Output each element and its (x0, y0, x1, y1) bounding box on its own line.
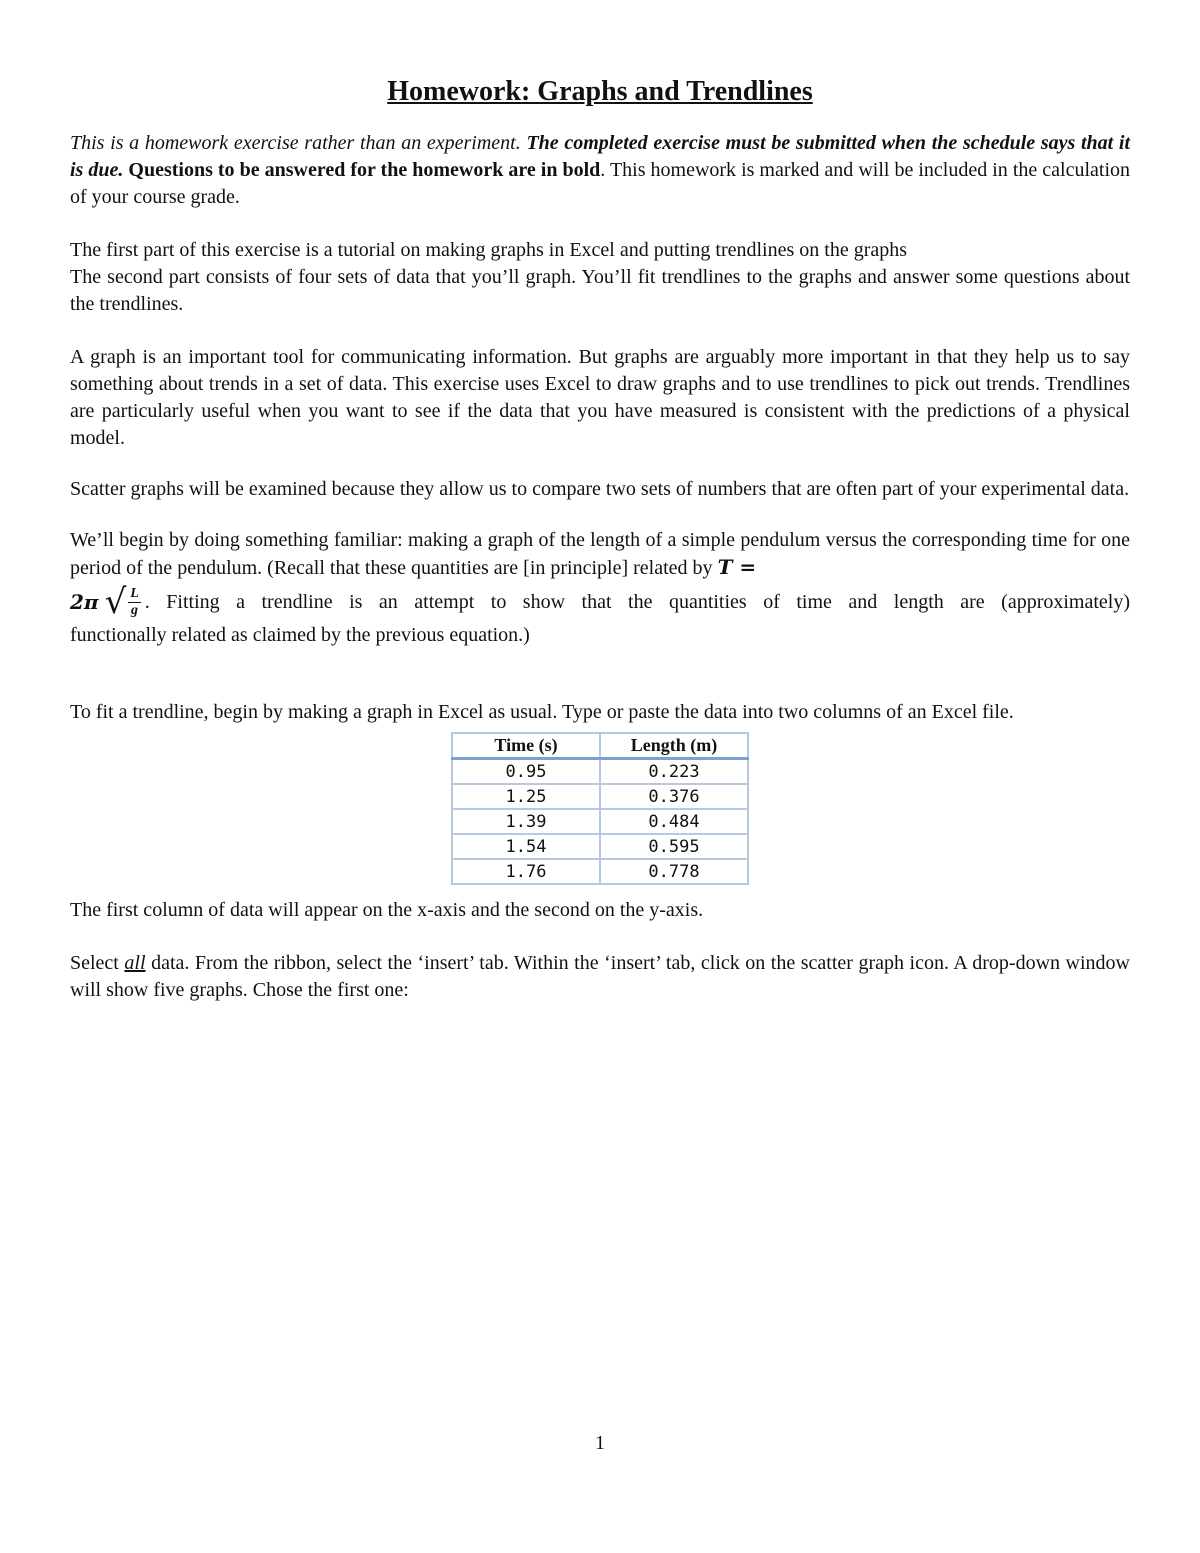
page-title: Homework: Graphs and Trendlines (387, 76, 813, 107)
fraction-numerator: L (130, 586, 139, 601)
equation-coefficient: 2π (70, 589, 99, 614)
select-post: data. From the ribbon, select the ‘insert’ tab. Within the ‘insert’ tab, click on the scatter graph icon. A drop-down window will show five graphs. Chose the first one: (70, 952, 1131, 1001)
data-table (451, 732, 749, 885)
table-cell: 1.54 (452, 834, 600, 859)
table-cell: 0.595 (600, 834, 748, 859)
table-row (452, 859, 748, 884)
intro-paragraph (70, 130, 1130, 211)
equation-lhs: T = (717, 555, 757, 579)
table-row (452, 759, 748, 785)
table-cell: 0.95 (452, 759, 600, 785)
fraction-denominator: g (131, 603, 139, 618)
fraction (126, 586, 143, 622)
table-cell: 1.25 (452, 784, 600, 809)
pendulum-line1: We’ll begin by doing something familiar: making a graph of the length of a simple pendulum versus the corresponding time for one period of the pendulum. (Recall that these quantities are [in principle] related by (70, 529, 1130, 579)
fit-paragraph: To fit a trendline, begin by making a graph in Excel as usual. Type or paste the data into two columns of an Excel file. (70, 701, 1014, 723)
page-number: 1 (595, 1432, 605, 1454)
graph-tool-paragraph: A graph is an important tool for communicating information. But graphs are arguably more important in that they help us to say something about trends in a set of data. This exercise uses Excel to draw graphs and to use trendlines to pick out trends. Trendlines are particularly useful when you want to see if the data that you have measured is consistent with the predictions of a physical model. (70, 346, 1130, 449)
second-part-paragraph: The second part consists of four sets of data that you’ll graph. You’ll fit trendlines to the graphs and answer some questions about the trendlines. (70, 266, 1130, 315)
table-row (452, 809, 748, 834)
select-pre: Select (70, 952, 119, 974)
first-part-paragraph: The first part of this exercise is a tutorial on making graphs in Excel and putting trendlines on the graphs (70, 239, 908, 261)
equation-line (70, 582, 1130, 622)
table-cell: 0.223 (600, 759, 748, 785)
table-cell: 0.778 (600, 859, 748, 884)
select-emphasis: all (124, 952, 146, 974)
table-cell: 1.39 (452, 809, 600, 834)
pendulum-line2: . Fitting a trendline is an attempt to show that the quantities of time and length are (approximately) (144, 590, 1130, 613)
scatter-paragraph: Scatter graphs will be examined because they allow us to compare two sets of numbers that are often part of your experimental data. (70, 478, 1130, 500)
document-page (70, 70, 1130, 1004)
table-cell: 0.484 (600, 809, 748, 834)
intro-bold-italic: The completed exercise must be submitted when the schedule says that it is due. (70, 132, 1131, 181)
columns-paragraph: The first column of data will appear on the x-axis and the second on the y-axis. (70, 899, 704, 921)
intro-italic: This is a homework exercise rather than an experiment. (70, 132, 521, 154)
table-row (452, 834, 748, 859)
pendulum-line3: functionally related as claimed by the previous equation.) (70, 624, 530, 646)
table-cell: 0.376 (600, 784, 748, 809)
header-time: Time (s) (452, 733, 600, 759)
pendulum-paragraph (70, 527, 1130, 582)
table-cell: 1.76 (452, 859, 600, 884)
header-length: Length (m) (600, 733, 748, 759)
select-paragraph (70, 950, 1130, 1004)
table-row (452, 784, 748, 809)
sqrt-sign-icon: √ (104, 582, 127, 622)
intro-rest: . This homework is marked and will be included in the calculation of your course grade. (70, 159, 1131, 208)
square-root (105, 582, 143, 622)
intro-bold: Questions to be answered for the homework are in bold (128, 159, 601, 181)
table-header-row (452, 733, 748, 759)
